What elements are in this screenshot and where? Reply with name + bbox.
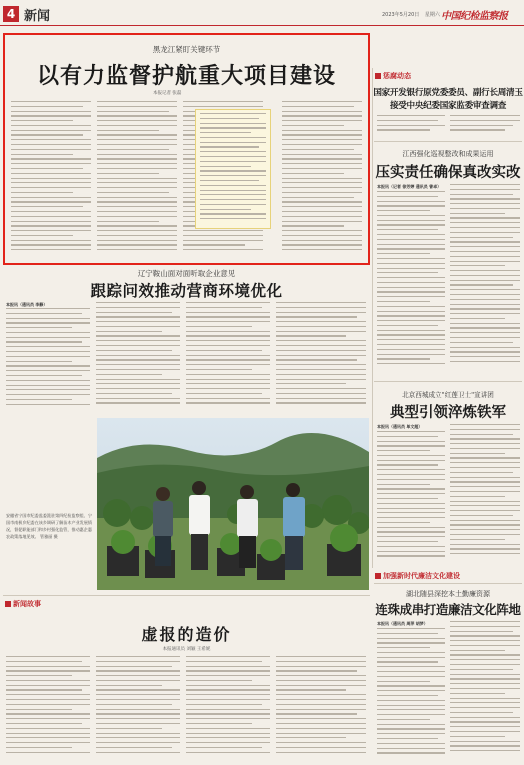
section-square-icon	[375, 573, 381, 579]
weekday-text: 星期六	[424, 12, 440, 18]
date-text: 2023年5月20日	[382, 12, 420, 18]
bottom-left-col-4	[276, 656, 366, 762]
right-bottom-col-1	[377, 431, 445, 569]
page-number: 4	[3, 6, 19, 22]
news-photo-image	[97, 418, 369, 590]
bottom-left-col-1	[6, 656, 90, 762]
bottom-left-byline: 本报通讯员 刘颖 王希妮	[162, 647, 211, 652]
right-top-body-1	[377, 115, 445, 137]
lead-headline: 以有力监督护航重大项目建设	[36, 63, 336, 89]
middle-byline: 本报讯（通讯员 李静）	[6, 302, 48, 307]
middle-headline: 跟踪问效推动营商环境优化	[90, 281, 283, 300]
bottom-right-section-label: 加强新时代廉洁文化建设	[383, 572, 460, 580]
right-bottom-byline: 本报讯（通讯员 单文超）	[377, 424, 423, 429]
photo-caption	[6, 422, 94, 592]
middle-col-4	[276, 302, 366, 414]
lead-story-frame	[3, 33, 370, 265]
section-square-icon	[5, 601, 11, 607]
bottom-left-col-2	[96, 656, 180, 762]
news-photo	[97, 418, 369, 590]
right-bottom-kicker: 北京西城成立"红莲卫士"宣讲团	[402, 391, 494, 399]
section-name: 新闻	[24, 9, 51, 24]
bottom-left-section-label: 新闻故事	[13, 600, 41, 608]
bottom-right-headline: 连珠成串打造廉洁文化阵地	[375, 602, 521, 617]
middle-col-3	[186, 302, 270, 414]
bottom-left-section	[5, 600, 125, 608]
divider	[374, 141, 522, 142]
lead-col-4	[282, 101, 362, 261]
highlight-text	[196, 110, 270, 228]
masthead-rule	[0, 25, 524, 26]
bottom-right-col-1	[377, 628, 445, 762]
right-mid-kicker: 江西强化巡视整改和成果运用	[402, 150, 494, 158]
divider	[374, 381, 522, 382]
right-top-body-2	[450, 115, 520, 137]
masthead	[0, 0, 524, 24]
paper-logo: 中国纪检监察报	[441, 11, 508, 22]
bottom-right-kicker: 湖北随县深挖本土勤廉资源	[406, 590, 490, 598]
right-bottom-col-2	[450, 424, 520, 569]
bottom-left-col-3	[186, 656, 270, 762]
bottom-right-col-2	[450, 621, 520, 762]
lead-col-2	[97, 101, 177, 261]
bottom-left-headline: 虚报的造价	[141, 625, 232, 644]
caption-text: 安徽省宁国市纪委监委派驻第四纪检监察组、宁国市南极乡纪委在该乡调研了解苗木产业发展情况，督促职能部门和乡村强化监管，推动惠企惠农政策落地见效。 管雅丽 摄	[6, 513, 92, 539]
divider	[374, 583, 522, 584]
section-square-icon	[375, 73, 381, 79]
middle-col-2	[96, 302, 180, 414]
middle-kicker: 辽宁鞍山面对面听取企业意见	[137, 269, 236, 278]
divider	[372, 68, 373, 568]
lead-col-1	[11, 101, 91, 261]
right-mid-headline: 压实责任确保真改实改	[375, 164, 521, 181]
lead-byline: 本报记者 张磊	[153, 91, 182, 96]
right-mid-col-1	[377, 191, 445, 377]
lead-highlight-box	[195, 109, 271, 229]
right-mid-byline: 本报讯（记者 徐芳婷 通讯员 曾卓）	[377, 184, 442, 189]
issue-date	[382, 11, 440, 18]
right-top-headline-1: 国家开发银行原党委委员、副行长周清玉	[373, 88, 523, 98]
right-top-section-label: 惩腐动态	[383, 72, 411, 80]
right-bottom-headline: 典型引领淬炼铁军	[390, 404, 506, 421]
right-top-section	[375, 72, 521, 80]
right-mid-col-2	[450, 184, 520, 377]
bottom-right-section	[375, 572, 521, 580]
right-top-headline-2: 接受中央纪委国家监委审查调查	[389, 101, 507, 111]
middle-col-1	[6, 308, 90, 414]
bottom-right-byline: 本报讯（通讯员 周萍 胡梦）	[377, 621, 428, 626]
lead-kicker: 黑龙江紧盯关键环节	[152, 45, 221, 54]
divider	[3, 595, 370, 596]
